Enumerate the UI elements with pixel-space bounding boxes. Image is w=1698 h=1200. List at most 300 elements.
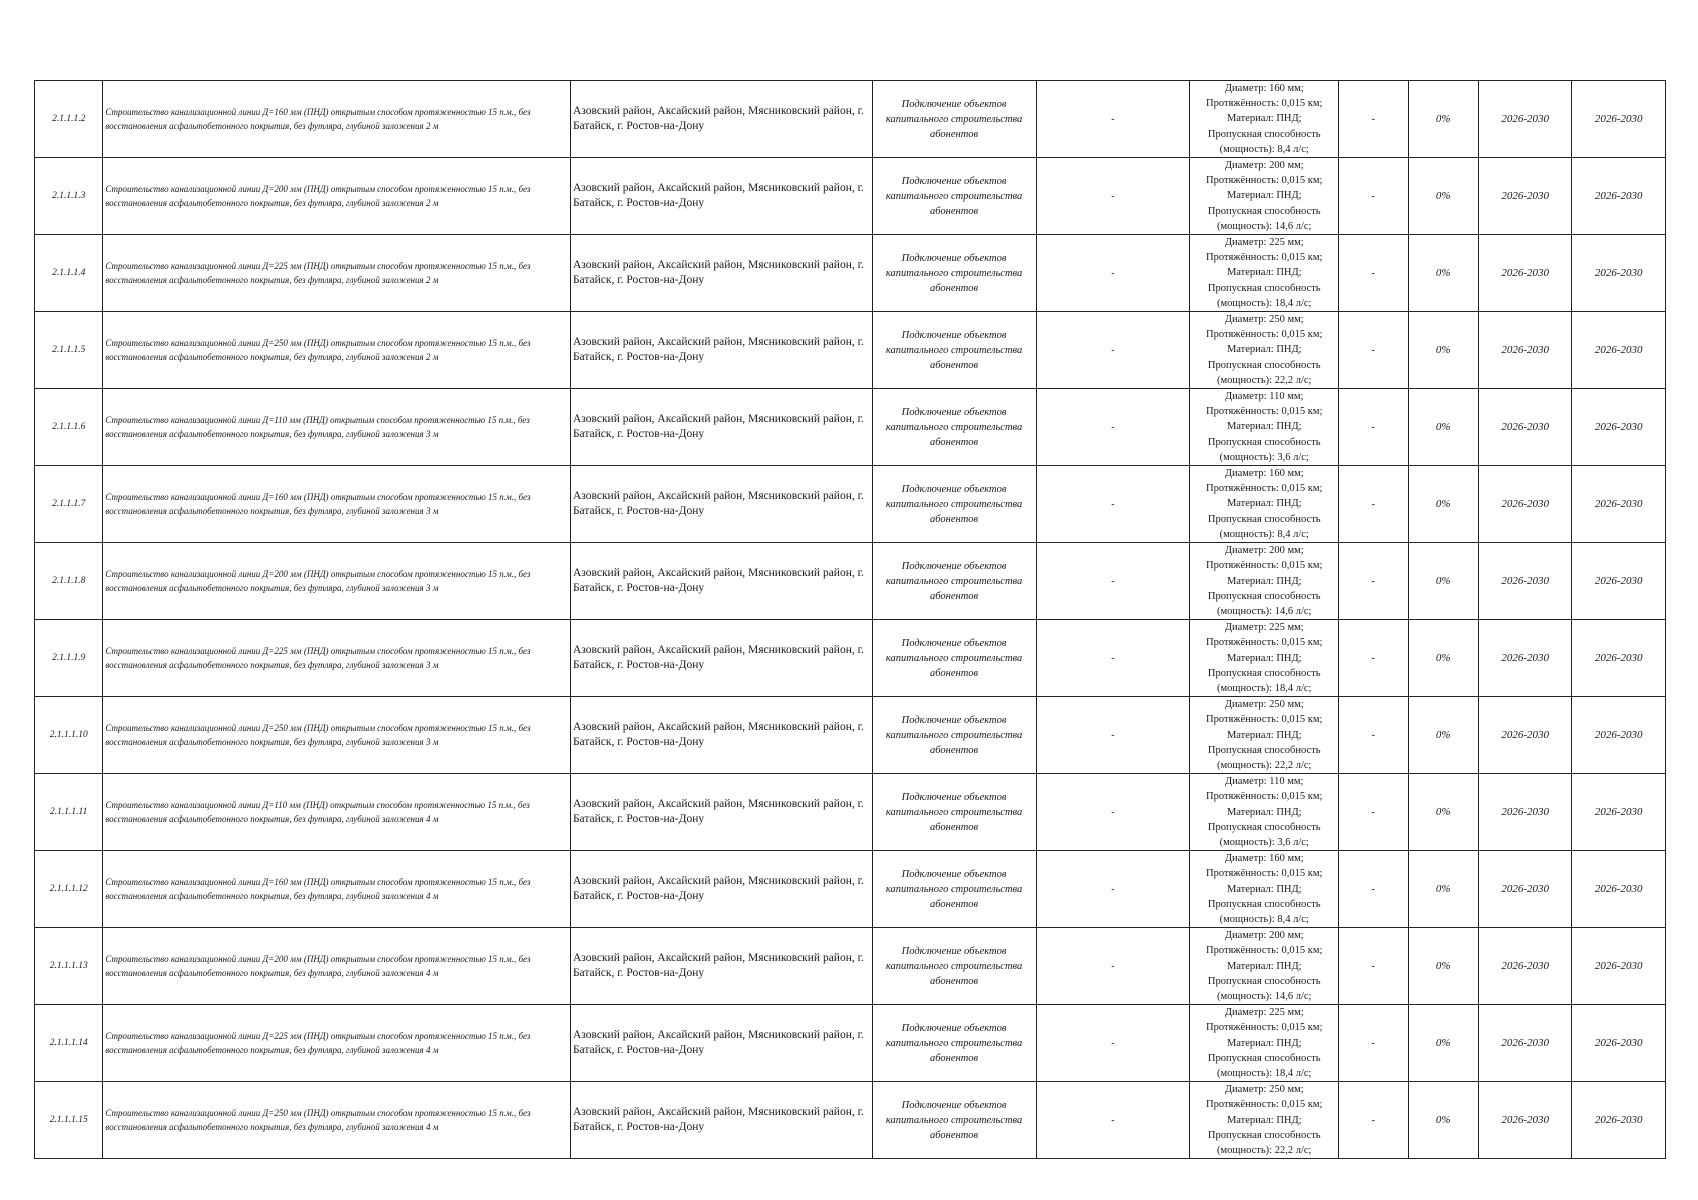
goal: Подключение объектов капитального строительства абонентов <box>885 98 1023 140</box>
diameter-text: Диаметр: 225 мм; <box>1224 237 1304 249</box>
capacity-value: (мощность): 8,4 л/с; <box>1219 143 1309 155</box>
empty-value-cell <box>1036 466 1190 543</box>
work-description: Строительство канализационной линии Д=250 мм (ПНД) открытым способом протяженностью 15 п.м., без восстановления асфальтобетонного покрытия, без футляра, глубиной заложения 4 м <box>105 1108 531 1133</box>
length-text: Протяжённость: 0,015 км; <box>1206 406 1323 418</box>
location-cell <box>570 389 872 466</box>
goal-cell <box>872 697 1036 774</box>
capacity-label: Пропускная способность <box>1207 744 1321 756</box>
technical-parameters-cell <box>1190 928 1339 1005</box>
table-row <box>35 851 1666 928</box>
period-start: 2026-2030 <box>1501 652 1549 665</box>
capacity-label: Пропускная способность <box>1207 1052 1321 1064</box>
table-row <box>35 1005 1666 1082</box>
percent: 0% <box>1435 190 1451 203</box>
technical-parameters-cell <box>1190 312 1339 389</box>
capacity-value: (мощность): 3,6 л/с; <box>1219 451 1309 463</box>
item-code: 2.1.1.1.5 <box>52 345 86 356</box>
material-text: Материал: ПНД; <box>1226 421 1302 433</box>
empty-value-cell <box>1036 928 1190 1005</box>
technical-parameters-cell <box>1190 235 1339 312</box>
table-row <box>35 235 1666 312</box>
capacity-value: (мощность): 14,6 л/с; <box>1217 605 1312 617</box>
capacity-label: Пропускная способность <box>1207 590 1321 602</box>
period-end: 2026-2030 <box>1594 652 1643 665</box>
period-end-cell <box>1572 312 1666 389</box>
length-text: Протяжённость: 0,015 км; <box>1206 98 1323 110</box>
empty-value: - <box>1371 190 1376 202</box>
empty-value: - <box>1111 113 1115 125</box>
location: Азовский район, Аксайский район, Мясниковский район, г. Батайск, г. Ростов-на-Дону <box>572 413 864 441</box>
item-code-cell <box>35 1082 103 1159</box>
material-text: Материал: ПНД; <box>1226 190 1302 202</box>
period-start-cell <box>1478 466 1572 543</box>
percent: 0% <box>1435 1037 1451 1050</box>
empty-value-cell <box>1339 235 1408 312</box>
period-end: 2026-2030 <box>1594 806 1643 819</box>
length-text: Протяжённость: 0,015 км; <box>1206 175 1323 187</box>
period-end-cell <box>1572 697 1666 774</box>
percent-cell <box>1408 312 1478 389</box>
empty-value: - <box>1111 267 1115 279</box>
diameter-text: Диаметр: 225 мм; <box>1224 1007 1304 1019</box>
item-code: 2.1.1.1.4 <box>52 268 86 279</box>
goal: Подключение объектов капитального строительства абонентов <box>885 483 1023 525</box>
percent-cell <box>1408 851 1478 928</box>
item-code: 2.1.1.1.11 <box>50 807 88 818</box>
empty-value-cell <box>1036 1005 1190 1082</box>
period-end-cell <box>1572 1082 1666 1159</box>
work-description-cell <box>103 774 571 851</box>
location-cell <box>570 81 872 158</box>
empty-value: - <box>1371 652 1376 664</box>
empty-value: - <box>1111 960 1115 972</box>
technical-parameters-cell <box>1190 1082 1339 1159</box>
work-description-cell <box>103 389 571 466</box>
diameter-text: Диаметр: 200 мм; <box>1224 930 1304 942</box>
location-cell <box>570 697 872 774</box>
period-end: 2026-2030 <box>1594 113 1643 125</box>
period-end: 2026-2030 <box>1594 575 1643 588</box>
work-description-cell <box>103 851 571 928</box>
goal-cell <box>872 1005 1036 1082</box>
period-start-cell <box>1478 774 1572 851</box>
percent-cell <box>1408 466 1478 543</box>
material-text: Материал: ПНД; <box>1226 883 1302 895</box>
period-start: 2026-2030 <box>1501 960 1549 973</box>
period-start-cell <box>1478 389 1572 466</box>
location: Азовский район, Аксайский район, Мясниковский район, г. Батайск, г. Ростов-на-Дону <box>572 182 864 210</box>
percent-cell <box>1408 158 1478 235</box>
capacity-value: (мощность): 22,2 л/с; <box>1217 1145 1312 1157</box>
technical-parameters-cell <box>1190 466 1339 543</box>
location: Азовский район, Аксайский район, Мясниковский район, г. Батайск, г. Ростов-на-Дону <box>572 798 864 826</box>
empty-value: - <box>1371 729 1376 741</box>
item-code: 2.1.1.1.8 <box>52 576 86 587</box>
item-code-cell <box>35 158 103 235</box>
location: Азовский район, Аксайский район, Мясниковский район, г. Батайск, г. Ростов-на-Дону <box>572 952 864 980</box>
percent-cell <box>1408 81 1478 158</box>
period-end: 2026-2030 <box>1594 883 1643 896</box>
diameter-text: Диаметр: 160 мм; <box>1224 83 1304 94</box>
work-description-cell <box>103 466 571 543</box>
percent: 0% <box>1435 267 1451 280</box>
diameter-text: Диаметр: 200 мм; <box>1224 160 1304 172</box>
goal: Подключение объектов капитального строительства абонентов <box>885 791 1023 833</box>
percent-cell <box>1408 1082 1478 1159</box>
goal: Подключение объектов капитального строительства абонентов <box>885 406 1023 448</box>
work-description-cell <box>103 620 571 697</box>
length-text: Протяжённость: 0,015 км; <box>1206 560 1323 572</box>
period-end-cell <box>1572 851 1666 928</box>
item-code-cell <box>35 543 103 620</box>
work-description: Строительство канализационной линии Д=110 мм (ПНД) открытым способом протяженностью 15 п.м., без восстановления асфальтобетонного покрытия, без футляра, глубиной заложения 4 м <box>105 800 530 825</box>
empty-value: - <box>1371 267 1376 279</box>
table-row <box>35 466 1666 543</box>
goal: Подключение объектов капитального строительства абонентов <box>885 329 1023 371</box>
item-code-cell <box>35 466 103 543</box>
empty-value: - <box>1371 806 1376 818</box>
empty-value: - <box>1111 498 1115 510</box>
work-description-cell <box>103 158 571 235</box>
diameter-text: Диаметр: 160 мм; <box>1224 853 1304 865</box>
diameter-text: Диаметр: 250 мм; <box>1224 699 1304 711</box>
length-text: Протяжённость: 0,015 км; <box>1206 329 1323 341</box>
item-code: 2.1.1.1.3 <box>52 191 86 202</box>
capacity-value: (мощность): 3,6 л/с; <box>1219 836 1309 848</box>
table-row <box>35 620 1666 697</box>
capacity-value: (мощность): 22,2 л/с; <box>1217 374 1312 386</box>
period-start: 2026-2030 <box>1501 190 1549 203</box>
work-description: Строительство канализационной линии Д=225 мм (ПНД) открытым способом протяженностью 15 п.м., без восстановления асфальтобетонного покрытия, без футляра, глубиной заложения 3 м <box>105 646 531 671</box>
table-body <box>35 81 1666 1159</box>
capacity-value: (мощность): 18,4 л/с; <box>1217 1068 1312 1079</box>
empty-value-cell <box>1339 620 1408 697</box>
length-text: Протяжённость: 0,015 км; <box>1206 791 1323 803</box>
empty-value: - <box>1371 344 1376 356</box>
empty-value-cell <box>1036 235 1190 312</box>
period-start-cell <box>1478 1005 1572 1082</box>
period-end-cell <box>1572 81 1666 158</box>
location: Азовский район, Аксайский район, Мясниковский район, г. Батайск, г. Ростов-на-Дону <box>572 490 864 518</box>
capacity-value: (мощность): 18,4 л/с; <box>1217 682 1312 694</box>
location: Азовский район, Аксайский район, Мясниковский район, г. Батайск, г. Ростов-на-Дону <box>572 644 864 672</box>
empty-value-cell <box>1036 697 1190 774</box>
period-start: 2026-2030 <box>1501 575 1549 588</box>
empty-value: - <box>1111 344 1115 356</box>
capacity-label: Пропускная способность <box>1207 128 1321 140</box>
period-end: 2026-2030 <box>1594 190 1643 203</box>
goal-cell <box>872 1082 1036 1159</box>
capacity-label: Пропускная способность <box>1207 1129 1321 1141</box>
goal-cell <box>872 466 1036 543</box>
period-end: 2026-2030 <box>1594 421 1643 434</box>
empty-value-cell <box>1339 774 1408 851</box>
goal: Подключение объектов капитального строительства абонентов <box>885 714 1023 756</box>
empty-value: - <box>1111 729 1115 741</box>
empty-value-cell <box>1036 312 1190 389</box>
work-description: Строительство канализационной линии Д=160 мм (ПНД) открытым способом протяженностью 15 п.м., без восстановления асфальтобетонного покрытия, без футляра, глубиной заложения 3 м <box>105 492 531 517</box>
goal-cell <box>872 312 1036 389</box>
location: Азовский район, Аксайский район, Мясниковский район, г. Батайск, г. Ростов-на-Дону <box>572 105 864 132</box>
material-text: Материал: ПНД; <box>1226 806 1302 818</box>
location-cell <box>570 466 872 543</box>
empty-value: - <box>1371 960 1376 972</box>
length-text: Протяжённость: 0,015 км; <box>1206 1022 1323 1034</box>
period-end-cell <box>1572 928 1666 1005</box>
period-end-cell <box>1572 1005 1666 1082</box>
period-start: 2026-2030 <box>1501 806 1549 819</box>
period-start: 2026-2030 <box>1501 729 1549 742</box>
period-start: 2026-2030 <box>1501 498 1549 511</box>
location: Азовский район, Аксайский район, Мясниковский район, г. Батайск, г. Ростов-на-Дону <box>572 875 864 903</box>
period-start: 2026-2030 <box>1501 344 1549 357</box>
table-row <box>35 158 1666 235</box>
work-description-cell <box>103 1082 571 1159</box>
location-cell <box>570 620 872 697</box>
work-description: Строительство канализационной линии Д=160 мм (ПНД) открытым способом протяженностью 15 п.м., без восстановления асфальтобетонного покрытия, без футляра, глубиной заложения 4 м <box>105 877 531 902</box>
empty-value-cell <box>1339 312 1408 389</box>
location-cell <box>570 312 872 389</box>
location-cell <box>570 1005 872 1082</box>
goal: Подключение объектов капитального строительства абонентов <box>885 945 1023 987</box>
goal: Подключение объектов капитального строительства абонентов <box>885 1099 1023 1141</box>
empty-value-cell <box>1036 851 1190 928</box>
empty-value: - <box>1111 1114 1115 1126</box>
capacity-value: (мощность): 8,4 л/с; <box>1219 528 1309 540</box>
work-description: Строительство канализационной линии Д=225 мм (ПНД) открытым способом протяженностью 15 п.м., без восстановления асфальтобетонного покрытия, без футляра, глубиной заложения 4 м <box>105 1031 531 1056</box>
item-code: 2.1.1.1.13 <box>49 961 88 972</box>
period-start: 2026-2030 <box>1501 113 1549 125</box>
goal-cell <box>872 774 1036 851</box>
location-cell <box>570 851 872 928</box>
period-end: 2026-2030 <box>1594 1114 1643 1127</box>
item-code-cell <box>35 851 103 928</box>
item-code: 2.1.1.1.10 <box>49 730 88 741</box>
period-start-cell <box>1478 543 1572 620</box>
period-start-cell <box>1478 928 1572 1005</box>
goal-cell <box>872 620 1036 697</box>
technical-parameters-cell <box>1190 158 1339 235</box>
technical-parameters-cell <box>1190 697 1339 774</box>
percent: 0% <box>1435 652 1451 665</box>
empty-value-cell <box>1036 389 1190 466</box>
period-end: 2026-2030 <box>1594 729 1643 742</box>
item-code: 2.1.1.1.6 <box>52 422 86 433</box>
goal-cell <box>872 851 1036 928</box>
empty-value-cell <box>1339 543 1408 620</box>
capacity-value: (мощность): 22,2 л/с; <box>1217 759 1312 771</box>
percent: 0% <box>1435 113 1451 125</box>
item-code: 2.1.1.1.12 <box>49 884 88 895</box>
goal-cell <box>872 543 1036 620</box>
percent: 0% <box>1435 421 1451 434</box>
work-description: Строительство канализационной линии Д=250 мм (ПНД) открытым способом протяженностью 15 п.м., без восстановления асфальтобетонного покрытия, без футляра, глубиной заложения 3 м <box>105 723 531 748</box>
item-code-cell <box>35 697 103 774</box>
material-text: Материал: ПНД; <box>1226 267 1302 279</box>
technical-parameters-cell <box>1190 851 1339 928</box>
period-start-cell <box>1478 158 1572 235</box>
period-start-cell <box>1478 235 1572 312</box>
technical-parameters-cell <box>1190 774 1339 851</box>
table-row <box>35 389 1666 466</box>
period-end: 2026-2030 <box>1594 267 1643 280</box>
diameter-text: Диаметр: 200 мм; <box>1224 545 1304 557</box>
item-code-cell <box>35 774 103 851</box>
empty-value-cell <box>1339 81 1408 158</box>
goal: Подключение объектов капитального строительства абонентов <box>885 1022 1023 1064</box>
location: Азовский район, Аксайский район, Мясниковский район, г. Батайск, г. Ростов-на-Дону <box>572 259 864 287</box>
work-description: Строительство канализационной линии Д=160 мм (ПНД) открытым способом протяженностью 15 п.м., без восстановления асфальтобетонного покрытия, без футляра, глубиной заложения 2 м <box>105 107 531 131</box>
diameter-text: Диаметр: 250 мм; <box>1224 1084 1304 1096</box>
empty-value-cell <box>1339 851 1408 928</box>
percent: 0% <box>1435 575 1451 588</box>
item-code: 2.1.1.1.9 <box>52 653 86 664</box>
item-code: 2.1.1.1.2 <box>52 114 86 124</box>
empty-value-cell <box>1339 389 1408 466</box>
empty-value-cell <box>1036 543 1190 620</box>
period-start-cell <box>1478 851 1572 928</box>
work-description: Строительство канализационной линии Д=200 мм (ПНД) открытым способом протяженностью 15 п.м., без восстановления асфальтобетонного покрытия, без футляра, глубиной заложения 2 м <box>105 184 531 209</box>
work-description-cell <box>103 928 571 1005</box>
empty-value-cell <box>1036 774 1190 851</box>
percent-cell <box>1408 620 1478 697</box>
table-row <box>35 81 1666 158</box>
table-row <box>35 928 1666 1005</box>
goal: Подключение объектов капитального строительства абонентов <box>885 252 1023 294</box>
percent: 0% <box>1435 729 1451 742</box>
empty-value-cell <box>1339 466 1408 543</box>
location-cell <box>570 1082 872 1159</box>
percent-cell <box>1408 1005 1478 1082</box>
item-code-cell <box>35 928 103 1005</box>
location-cell <box>570 158 872 235</box>
item-code: 2.1.1.1.15 <box>49 1115 88 1126</box>
table-row <box>35 312 1666 389</box>
capacity-value: (мощность): 8,4 л/с; <box>1219 913 1309 925</box>
length-text: Протяжённость: 0,015 км; <box>1206 714 1323 726</box>
work-description-cell <box>103 312 571 389</box>
empty-value: - <box>1111 883 1115 895</box>
empty-value: - <box>1111 1037 1115 1049</box>
period-end: 2026-2030 <box>1594 498 1643 511</box>
table-row <box>35 774 1666 851</box>
period-start-cell <box>1478 312 1572 389</box>
period-end-cell <box>1572 466 1666 543</box>
technical-parameters-cell <box>1190 543 1339 620</box>
period-end-cell <box>1572 389 1666 466</box>
empty-value: - <box>1371 421 1376 433</box>
goal: Подключение объектов капитального строительства абонентов <box>885 637 1023 679</box>
length-text: Протяжённость: 0,015 км; <box>1206 637 1323 649</box>
goal: Подключение объектов капитального строительства абонентов <box>885 560 1023 602</box>
percent: 0% <box>1435 883 1451 896</box>
investment-program-table <box>34 80 1666 1159</box>
item-code-cell <box>35 81 103 158</box>
diameter-text: Диаметр: 110 мм; <box>1225 776 1304 788</box>
location: Азовский район, Аксайский район, Мясниковский район, г. Батайск, г. Ростов-на-Дону <box>572 721 864 749</box>
location: Азовский район, Аксайский район, Мясниковский район, г. Батайск, г. Ростов-на-Дону <box>572 336 864 364</box>
percent-cell <box>1408 774 1478 851</box>
period-end-cell <box>1572 620 1666 697</box>
work-description-cell <box>103 1005 571 1082</box>
material-text: Материал: ПНД; <box>1226 344 1302 356</box>
percent: 0% <box>1435 1114 1451 1127</box>
empty-value: - <box>1371 498 1376 510</box>
capacity-label: Пропускная способность <box>1207 282 1321 294</box>
capacity-label: Пропускная способность <box>1207 359 1321 371</box>
item-code-cell <box>35 389 103 466</box>
table-row <box>35 1082 1666 1159</box>
period-end: 2026-2030 <box>1594 960 1643 973</box>
empty-value-cell <box>1339 158 1408 235</box>
empty-value-cell <box>1339 697 1408 774</box>
empty-value: - <box>1371 1114 1376 1126</box>
work-description-cell <box>103 697 571 774</box>
empty-value-cell <box>1036 81 1190 158</box>
technical-parameters-cell <box>1190 620 1339 697</box>
location-cell <box>570 928 872 1005</box>
location: Азовский район, Аксайский район, Мясниковский район, г. Батайск, г. Ростов-на-Дону <box>572 1029 864 1057</box>
material-text: Материал: ПНД; <box>1226 652 1302 664</box>
length-text: Протяжённость: 0,015 км; <box>1206 945 1323 957</box>
percent-cell <box>1408 389 1478 466</box>
goal-cell <box>872 389 1036 466</box>
technical-parameters-cell <box>1190 1005 1339 1082</box>
material-text: Материал: ПНД; <box>1226 575 1302 587</box>
material-text: Материал: ПНД; <box>1226 1114 1302 1126</box>
technical-parameters-cell <box>1190 81 1339 158</box>
work-description: Строительство канализационной линии Д=225 мм (ПНД) открытым способом протяженностью 15 п.м., без восстановления асфальтобетонного покрытия, без футляра, глубиной заложения 2 м <box>105 261 531 286</box>
period-end-cell <box>1572 774 1666 851</box>
length-text: Протяжённость: 0,015 км; <box>1206 483 1323 495</box>
material-text: Материал: ПНД; <box>1226 1037 1302 1049</box>
material-text: Материал: ПНД; <box>1226 729 1302 741</box>
capacity-label: Пропускная способность <box>1207 667 1321 679</box>
item-code-cell <box>35 312 103 389</box>
work-description-cell <box>103 81 571 158</box>
diameter-text: Диаметр: 225 мм; <box>1224 622 1304 634</box>
capacity-value: (мощность): 14,6 л/с; <box>1217 990 1312 1002</box>
empty-value: - <box>1111 806 1115 818</box>
empty-value: - <box>1111 575 1115 587</box>
goal: Подключение объектов капитального строительства абонентов <box>885 868 1023 910</box>
location: Азовский район, Аксайский район, Мясниковский район, г. Батайск, г. Ростов-на-Дону <box>572 567 864 595</box>
work-description: Строительство канализационной линии Д=250 мм (ПНД) открытым способом протяженностью 15 п.м., без восстановления асфальтобетонного покрытия, без футляра, глубиной заложения 2 м <box>105 338 531 363</box>
period-start: 2026-2030 <box>1501 421 1549 434</box>
goal-cell <box>872 928 1036 1005</box>
percent-cell <box>1408 697 1478 774</box>
material-text: Материал: ПНД; <box>1226 498 1302 510</box>
length-text: Протяжённость: 0,015 км; <box>1206 868 1323 880</box>
diameter-text: Диаметр: 110 мм; <box>1225 391 1304 403</box>
item-code-cell <box>35 235 103 312</box>
capacity-label: Пропускная способность <box>1207 898 1321 910</box>
length-text: Протяжённость: 0,015 км; <box>1206 252 1323 264</box>
location-cell <box>570 543 872 620</box>
table-row <box>35 697 1666 774</box>
period-end-cell <box>1572 235 1666 312</box>
work-description: Строительство канализационной линии Д=200 мм (ПНД) открытым способом протяженностью 15 п.м., без восстановления асфальтобетонного покрытия, без футляра, глубиной заложения 3 м <box>105 569 531 594</box>
period-start: 2026-2030 <box>1501 883 1549 896</box>
empty-value-cell <box>1339 1082 1408 1159</box>
material-text: Материал: ПНД; <box>1226 113 1302 125</box>
location-cell <box>570 235 872 312</box>
period-end-cell <box>1572 543 1666 620</box>
technical-parameters-cell <box>1190 389 1339 466</box>
diameter-text: Диаметр: 160 мм; <box>1224 468 1304 480</box>
item-code-cell <box>35 620 103 697</box>
item-code: 2.1.1.1.14 <box>49 1038 88 1049</box>
